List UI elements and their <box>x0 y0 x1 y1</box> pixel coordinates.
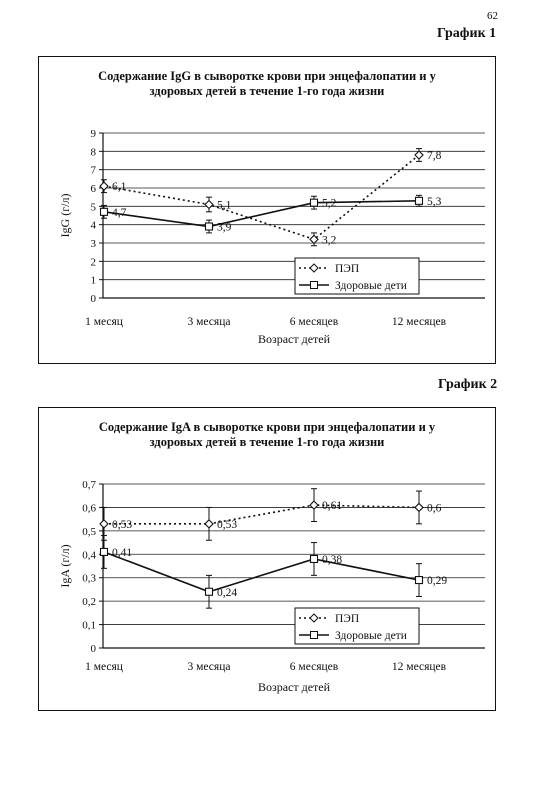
data-point-square <box>206 223 213 230</box>
data-label: 7,8 <box>427 150 442 162</box>
series-line-1 <box>104 505 419 524</box>
legend-label: Здоровые дети <box>335 280 407 292</box>
x-axis-label: Возраст детей <box>257 680 331 694</box>
data-label: 0,53 <box>112 518 133 531</box>
igg-chart-plot <box>39 57 495 363</box>
data-label: 5,1 <box>217 199 232 212</box>
series-line-2 <box>104 552 419 592</box>
data-point-diamond <box>415 503 423 511</box>
x-tick-label: 3 месяца <box>187 316 231 328</box>
y-tick-label: 0,6 <box>82 502 96 515</box>
series-line-2 <box>104 201 419 227</box>
x-axis-label: Возраст детей <box>257 332 331 346</box>
y-tick-label: 0 <box>90 643 96 655</box>
data-point-square <box>311 199 318 206</box>
data-label: 5,2 <box>322 197 337 210</box>
y-tick-label: 8 <box>90 146 96 159</box>
legend-label: Здоровые дети <box>335 630 407 642</box>
y-tick-label: 6 <box>90 183 96 195</box>
data-label: 3,9 <box>217 221 232 234</box>
y-tick-label: 3 <box>90 238 96 250</box>
data-point-diamond <box>205 520 213 528</box>
x-tick-label: 1 месяц <box>85 661 123 673</box>
chart-title-line-1: Содержание IgG в сыворотке крови при энцефалопатии и у <box>98 69 436 83</box>
y-tick-label: 9 <box>90 128 96 140</box>
y-tick-label: 4 <box>90 219 96 232</box>
y-tick-label: 0,4 <box>82 549 96 562</box>
y-axis-label: IgG (г/л) <box>58 193 72 238</box>
y-axis-label: IgA (г/л) <box>58 544 72 588</box>
x-tick-label: 1 месяц <box>85 316 123 328</box>
data-label: 5,3 <box>427 195 442 208</box>
graph-2-label: График 2 <box>438 377 498 392</box>
x-tick-label: 12 месяцев <box>391 316 447 328</box>
legend-marker-square <box>311 282 318 289</box>
data-label: 0,41 <box>112 546 133 559</box>
data-point-square <box>101 208 108 215</box>
page-number: 62 <box>487 10 498 22</box>
x-tick-label: 3 месяца <box>187 661 231 673</box>
y-tick-label: 0,3 <box>82 572 96 585</box>
data-label: 6,1 <box>112 181 127 194</box>
y-tick-label: 5 <box>90 201 96 214</box>
x-tick-label: 6 месяцев <box>289 316 339 328</box>
data-label: 0,29 <box>427 575 448 588</box>
data-point-diamond <box>415 151 423 159</box>
legend-label: ПЭП <box>335 613 360 625</box>
chart-title-line-1: Содержание IgA в сыворотке крови при энцефалопатии и у <box>98 420 436 434</box>
igg-chart <box>38 56 496 364</box>
data-label: 4,7 <box>112 206 127 219</box>
data-label: 0,61 <box>322 500 343 513</box>
data-point-diamond <box>100 182 108 190</box>
data-label: 3,2 <box>322 234 337 247</box>
data-point-square <box>416 577 423 584</box>
legend-label: ПЭП <box>335 263 360 275</box>
data-point-diamond <box>310 501 318 509</box>
x-tick-label: 12 месяцев <box>391 661 447 673</box>
data-label: 0,24 <box>217 586 238 599</box>
y-tick-label: 2 <box>90 256 96 269</box>
iga-chart <box>38 407 496 711</box>
legend-marker-square <box>311 632 318 639</box>
y-tick-label: 7 <box>90 164 96 177</box>
data-point-square <box>416 197 423 204</box>
y-tick-label: 0,1 <box>82 619 96 632</box>
series-line-1 <box>104 155 419 239</box>
data-label: 0,53 <box>217 518 238 531</box>
x-tick-label: 6 месяцев <box>289 661 339 673</box>
y-tick-label: 0,5 <box>82 525 96 538</box>
y-tick-label: 0,2 <box>82 596 96 609</box>
chart-title-line-2: здоровых детей в течение 1-го года жизни <box>149 84 385 98</box>
data-label: 0,6 <box>427 502 442 515</box>
iga-chart-plot <box>39 408 495 710</box>
y-tick-label: 0,7 <box>82 479 96 491</box>
data-point-square <box>311 555 318 562</box>
data-point-square <box>206 588 213 595</box>
data-point-square <box>101 548 108 555</box>
data-label: 0,38 <box>322 553 343 566</box>
chart-title-line-2: здоровых детей в течение 1-го года жизни <box>149 435 385 449</box>
y-tick-label: 0 <box>90 293 96 305</box>
data-point-diamond <box>205 201 213 209</box>
graph-1-label: График 1 <box>437 26 497 41</box>
data-point-diamond <box>100 520 108 528</box>
y-tick-label: 1 <box>90 274 96 287</box>
